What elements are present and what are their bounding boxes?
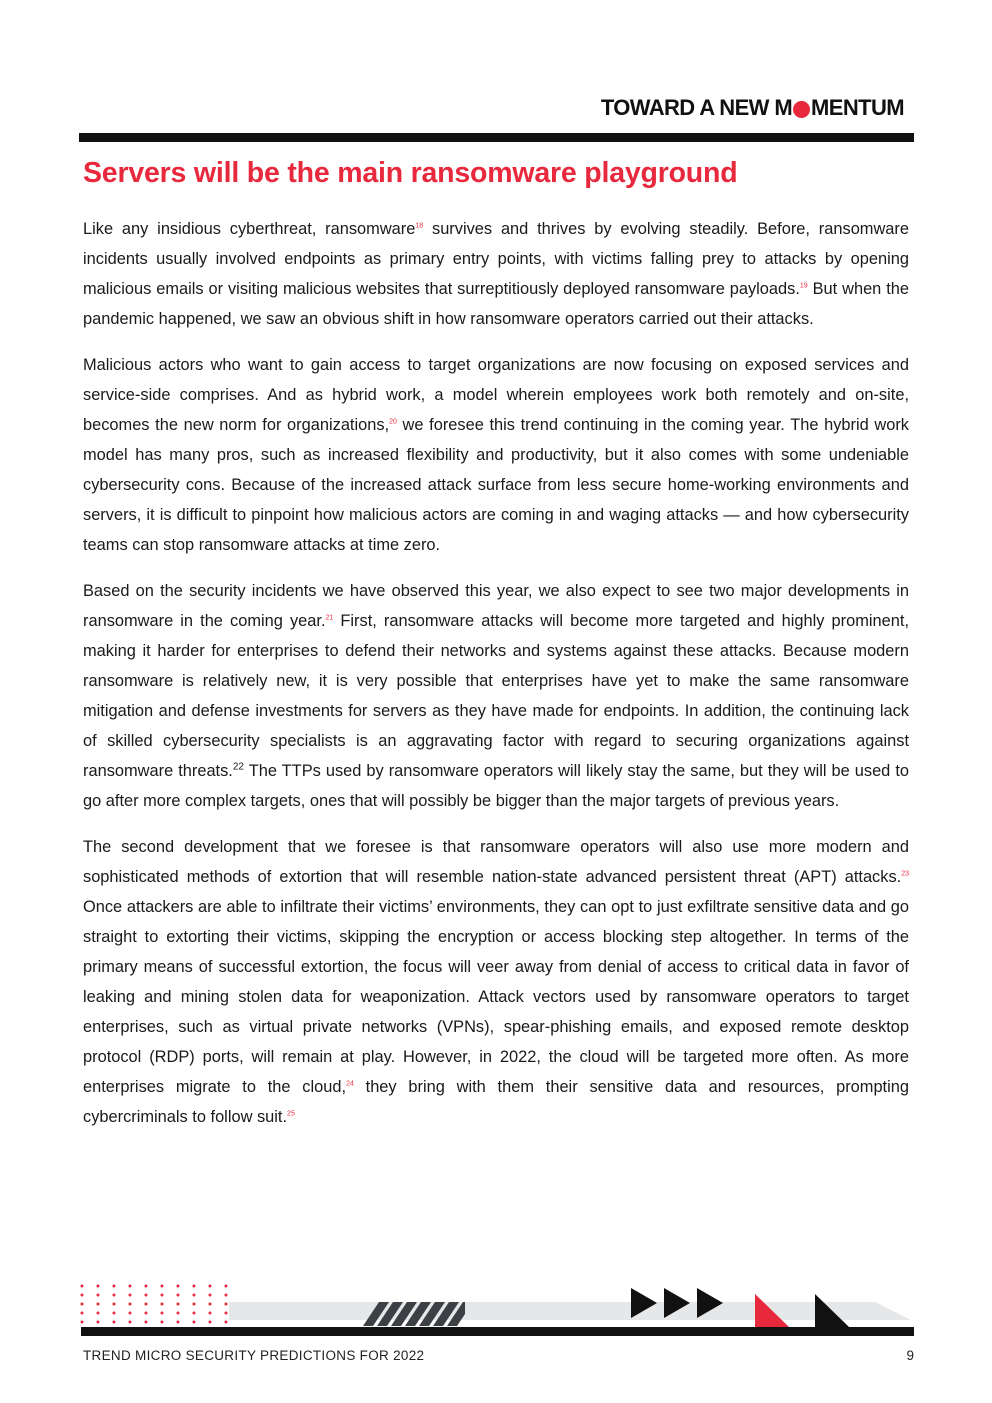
p2-text-1: Malicious actors who want to gain access to target organizations are now focusing on exposed services and service-side comprises. And as hybrid work, a model wherein employees work both remotely and on-site, becomes the new norm for organizations, bbox=[83, 356, 909, 434]
p3-text-2: First, ransomware attacks will become more targeted and highly prominent, making it harder for enterprises to defend their networks and systems against these attacks. Because modern ransomware is relatively new, it is very possible that enterprises have yet to make the same ransomware mitigation and defense investments for servers as they have made for endpoints. In addition, the continuing lack of skilled cybersecurity specialists is an aggravating factor with regard to securing organizations against ransomware threats. bbox=[83, 612, 909, 780]
footnote-ref[interactable]: 20 bbox=[389, 418, 397, 426]
bottom-divider bbox=[81, 1327, 914, 1336]
paragraph-1 bbox=[83, 214, 909, 334]
grey-band bbox=[229, 1302, 915, 1320]
p4-text-3: they bring with them their sensitive data and resources, prompting cybercriminals to follow suit. bbox=[83, 1078, 909, 1126]
brand-o-dot-icon bbox=[793, 101, 810, 118]
page-number: 9 bbox=[906, 1348, 914, 1363]
p4-text-2: Once attackers are able to infiltrate their victims’ environments, they can opt to just exfiltrate sensitive data and go straight to extorting their victims, skipping the encryption or access blocking step altogether. In terms of the primary means of successful extortion, the focus will veer away from denial of access to critical data in favor of leaking and mining stolen data for weaponization. Attack vectors used by ransomware operators to target enterprises, such as virtual private networks (VPNs), spear-phishing emails, and exposed remote desktop protocol (RDP) ports, will remain at play. However, in 2022, the cloud will be targeted more often. As more enterprises migrate to the cloud, bbox=[83, 898, 909, 1096]
p1-text-3: But when the pandemic happened, we saw an obvious shift in how ransomware operators carried out their attacks. bbox=[83, 280, 909, 328]
paragraph-3 bbox=[83, 576, 909, 816]
red-dot-grid-icon bbox=[81, 1285, 228, 1324]
p4-text-1: The second development that we foresee is that ransomware operators will also use more modern and sophisticated methods of extortion that will resemble nation-state advanced persistent threat (APT) attacks. bbox=[83, 838, 909, 886]
article-body bbox=[83, 214, 909, 1148]
p2-text-2: we foresee this trend continuing in the coming year. The hybrid work model has many pros, such as increased flexibility and productivity, but it also comes with some undeniable cybersecurity cons. Because of the increased attack surface from less secure home-working environments and servers, it is difficult to pinpoint how malicious actors are coming in and waging attacks — and how cybersecurity teams can stop ransomware attacks at time zero. bbox=[83, 416, 909, 554]
footnote-ref[interactable]: 25 bbox=[287, 1110, 295, 1118]
top-divider bbox=[79, 133, 914, 142]
footnote-ref[interactable]: 23 bbox=[901, 870, 909, 878]
brand-title bbox=[601, 95, 904, 121]
p3-text-1: Based on the security incidents we have observed this year, we also expect to see two major developments in ransomware in the coming year. bbox=[83, 582, 909, 630]
paragraph-2 bbox=[83, 350, 909, 560]
brand-text-part2: MENTUM bbox=[811, 95, 904, 120]
footer-title: TREND MICRO SECURITY PREDICTIONS FOR 2022 bbox=[83, 1348, 425, 1363]
footnote-ref[interactable]: 21 bbox=[325, 614, 334, 622]
p3-text-3: The TTPs used by ransomware operators will likely stay the same, but they will be used to go after more complex targets, ones that will possibly be bigger than the major targets of previous years. bbox=[83, 762, 909, 810]
footnote-ref[interactable]: 22 bbox=[232, 761, 244, 773]
slanted-stripes-icon bbox=[363, 1302, 465, 1326]
p1-text-2: survives and thrives by evolving steadily. Before, ransomware incidents usually involved endpoints as primary entry points, with victims falling prey to attacks by opening malicious emails or visiting malicious websites that surreptitiously deployed ransomware payloads. bbox=[83, 220, 909, 298]
paragraph-4 bbox=[83, 832, 909, 1132]
footnote-ref[interactable]: 19 bbox=[799, 282, 808, 290]
footer-decoration bbox=[79, 1282, 919, 1330]
page-title: Servers will be the main ransomware playground bbox=[83, 157, 738, 189]
brand-text-part1: TOWARD A NEW M bbox=[600, 95, 793, 120]
footnote-ref[interactable]: 18 bbox=[415, 222, 424, 230]
p1-text-1: Like any insidious cyberthreat, ransomware bbox=[83, 220, 416, 238]
footnote-ref[interactable]: 24 bbox=[346, 1080, 354, 1088]
